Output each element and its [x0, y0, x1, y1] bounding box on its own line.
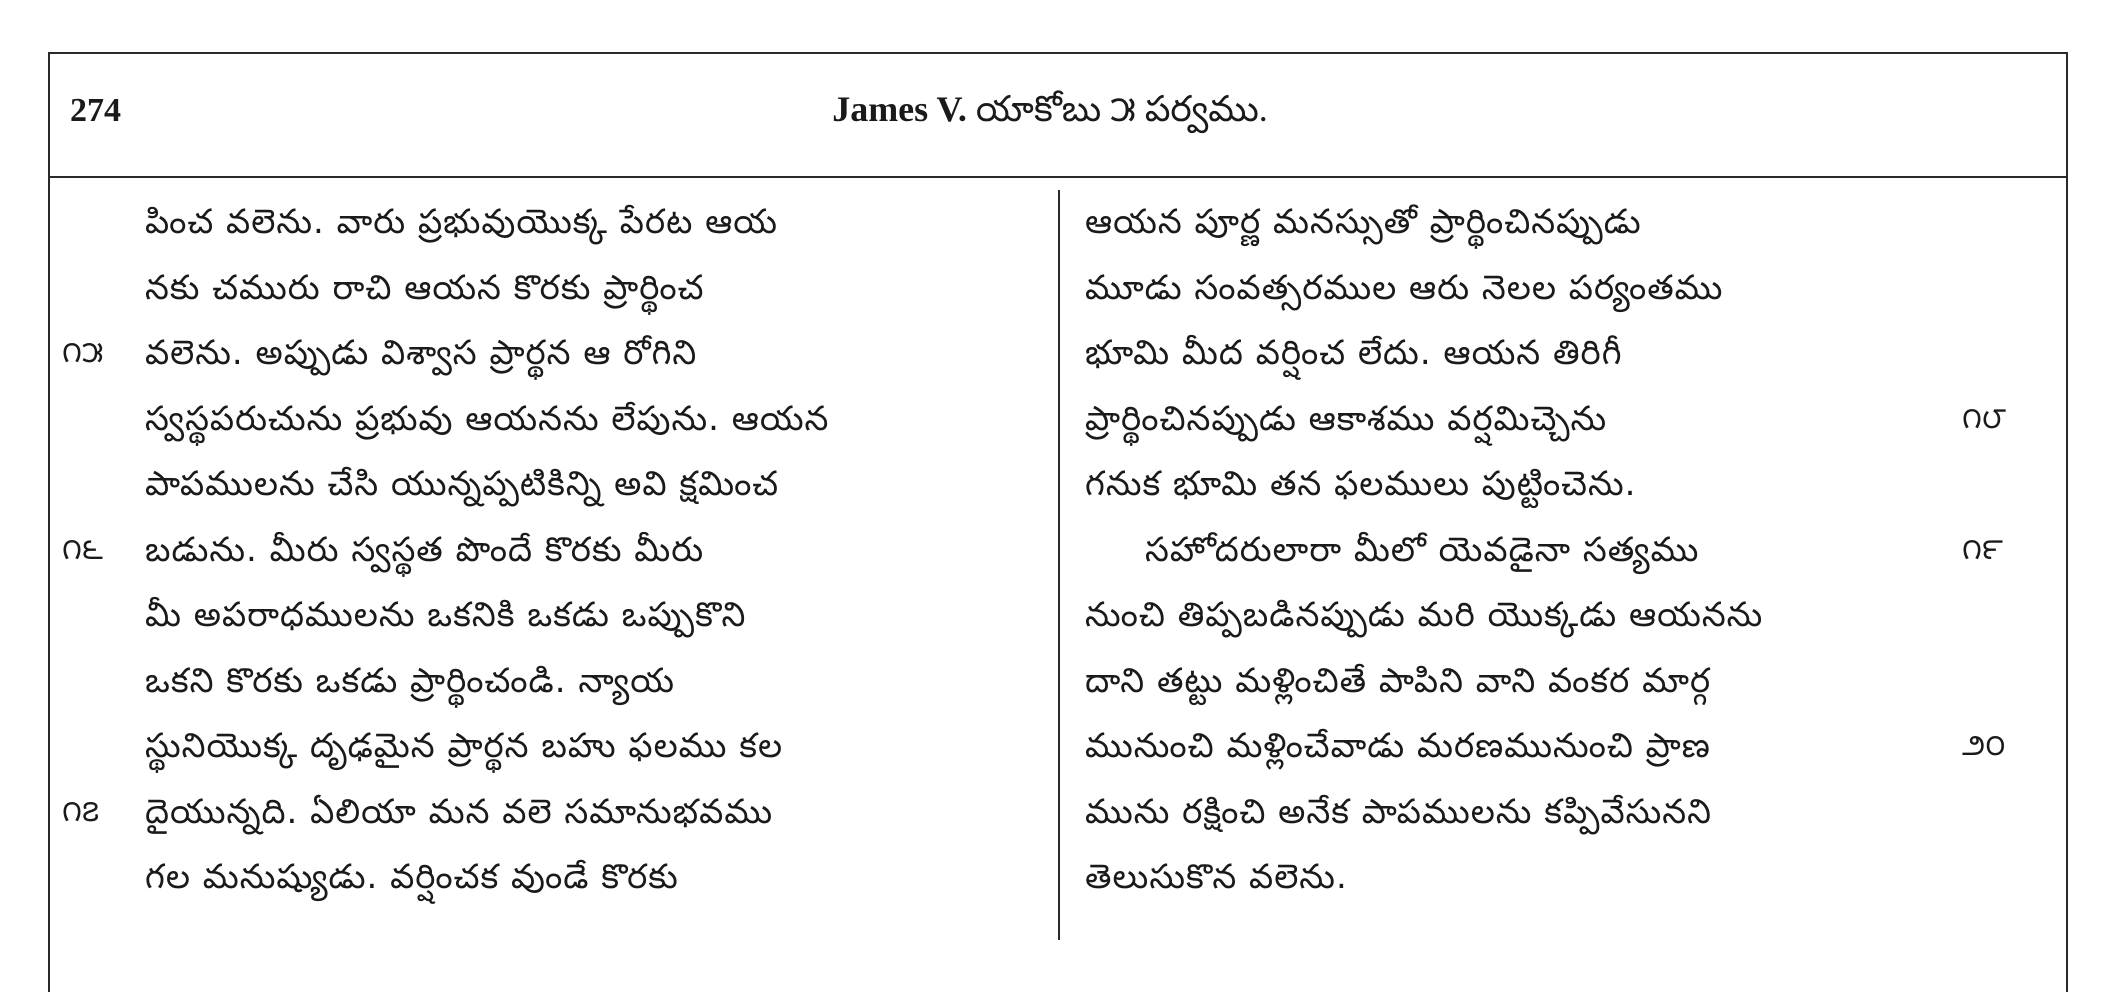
page-number: 274 [70, 92, 121, 129]
title-english: James V. [832, 89, 967, 129]
text-line: స్వస్థపరుచును ప్రభువు ఆయనను లేపును. ఆయన [145, 398, 830, 439]
left-column [145, 190, 1035, 911]
text-line: ప్రార్థించినప్పుడు ఆకాశము వర్షమిచ్చెను [1085, 398, 1608, 439]
left-border [48, 52, 50, 992]
text-line: పాపములను చేసి యున్నప్పటికిన్ని అవి క్షమించ [145, 464, 780, 504]
text-line: మీ అపరాధములను ఒకనికి ఒకడు ఒప్పుకొని [145, 595, 747, 635]
text-line: మూడు సంవత్సరముల ఆరు నెలల పర్యంతము [1085, 267, 1724, 308]
right-column [1085, 190, 2045, 911]
column-divider [1058, 190, 1060, 940]
text-line: ఆయన పూర్ణ మనస్సుతో ప్రార్థించినప్పుడు [1085, 202, 1642, 242]
title-telugu: యాకోబు ౫ పర్వము. [975, 89, 1268, 129]
text-line: స్థునియొక్క దృఢమైన ప్రార్థన బహు ఫలము కల [145, 726, 784, 766]
text-line: బడును. మీరు స్వస్థత పొందే కొరకు మీరు [145, 529, 705, 570]
running-head [300, 88, 1800, 139]
right-border [2066, 52, 2068, 992]
verse-number: ౧౭ [62, 793, 100, 829]
verse-number: ౧౬ [62, 531, 103, 567]
verse-number: ౧౮ [1962, 400, 2007, 436]
text-line: ఒకని కొరకు ఒకడు ప్రార్థించండి. న్యాయ [145, 660, 675, 701]
text-line: వలెను. అప్పుడు విశ్వాస ప్రార్థన ఆ రోగిని [145, 333, 698, 373]
text-line: మునుంచి మళ్లించేవాడు మరణమునుంచి ప్రాణ [1085, 726, 1711, 766]
text-line: దైయున్నది. ఏలియా మన వలె సమానుభవము [145, 791, 774, 832]
verse-number: ౧౫ [62, 335, 104, 370]
text-line: గనుక భూమి తన ఫలములు పుట్టించెను. [1085, 464, 1637, 504]
header-rule [48, 176, 2068, 178]
text-line: పించ వలెను. వారు ప్రభువుయొక్క పేరట ఆయ [145, 202, 779, 242]
text-line: నకు చమురు రాచి ఆయన కొరకు ప్రార్థించ [145, 267, 705, 308]
text-line: తెలుసుకొన వలెను. [1085, 857, 1348, 897]
text-line: భూమి మీద వర్షించ లేదు. ఆయన తిరిగీ [1085, 333, 1623, 373]
verse-number: ౧౯ [1962, 531, 2003, 567]
top-border [48, 52, 2068, 54]
text-line: నుంచి తిప్పబడినప్పుడు మరి యొక్కడు ఆయనను [1085, 595, 1764, 635]
text-line: గల మనుష్యుడు. వర్షించక వుండే కొరకు [145, 857, 679, 897]
text-line: సహోదరులారా మీలో యెవడైనా సత్యము [1145, 529, 1700, 570]
text-line: దాని తట్టు మళ్లించితే పాపిని వాని వంకర మార్గ [1085, 660, 1712, 701]
text-line: మును రక్షించి అనేక పాపములను కప్పివేసునని [1085, 791, 1713, 832]
verse-number: ౨౦ [1962, 728, 2006, 763]
